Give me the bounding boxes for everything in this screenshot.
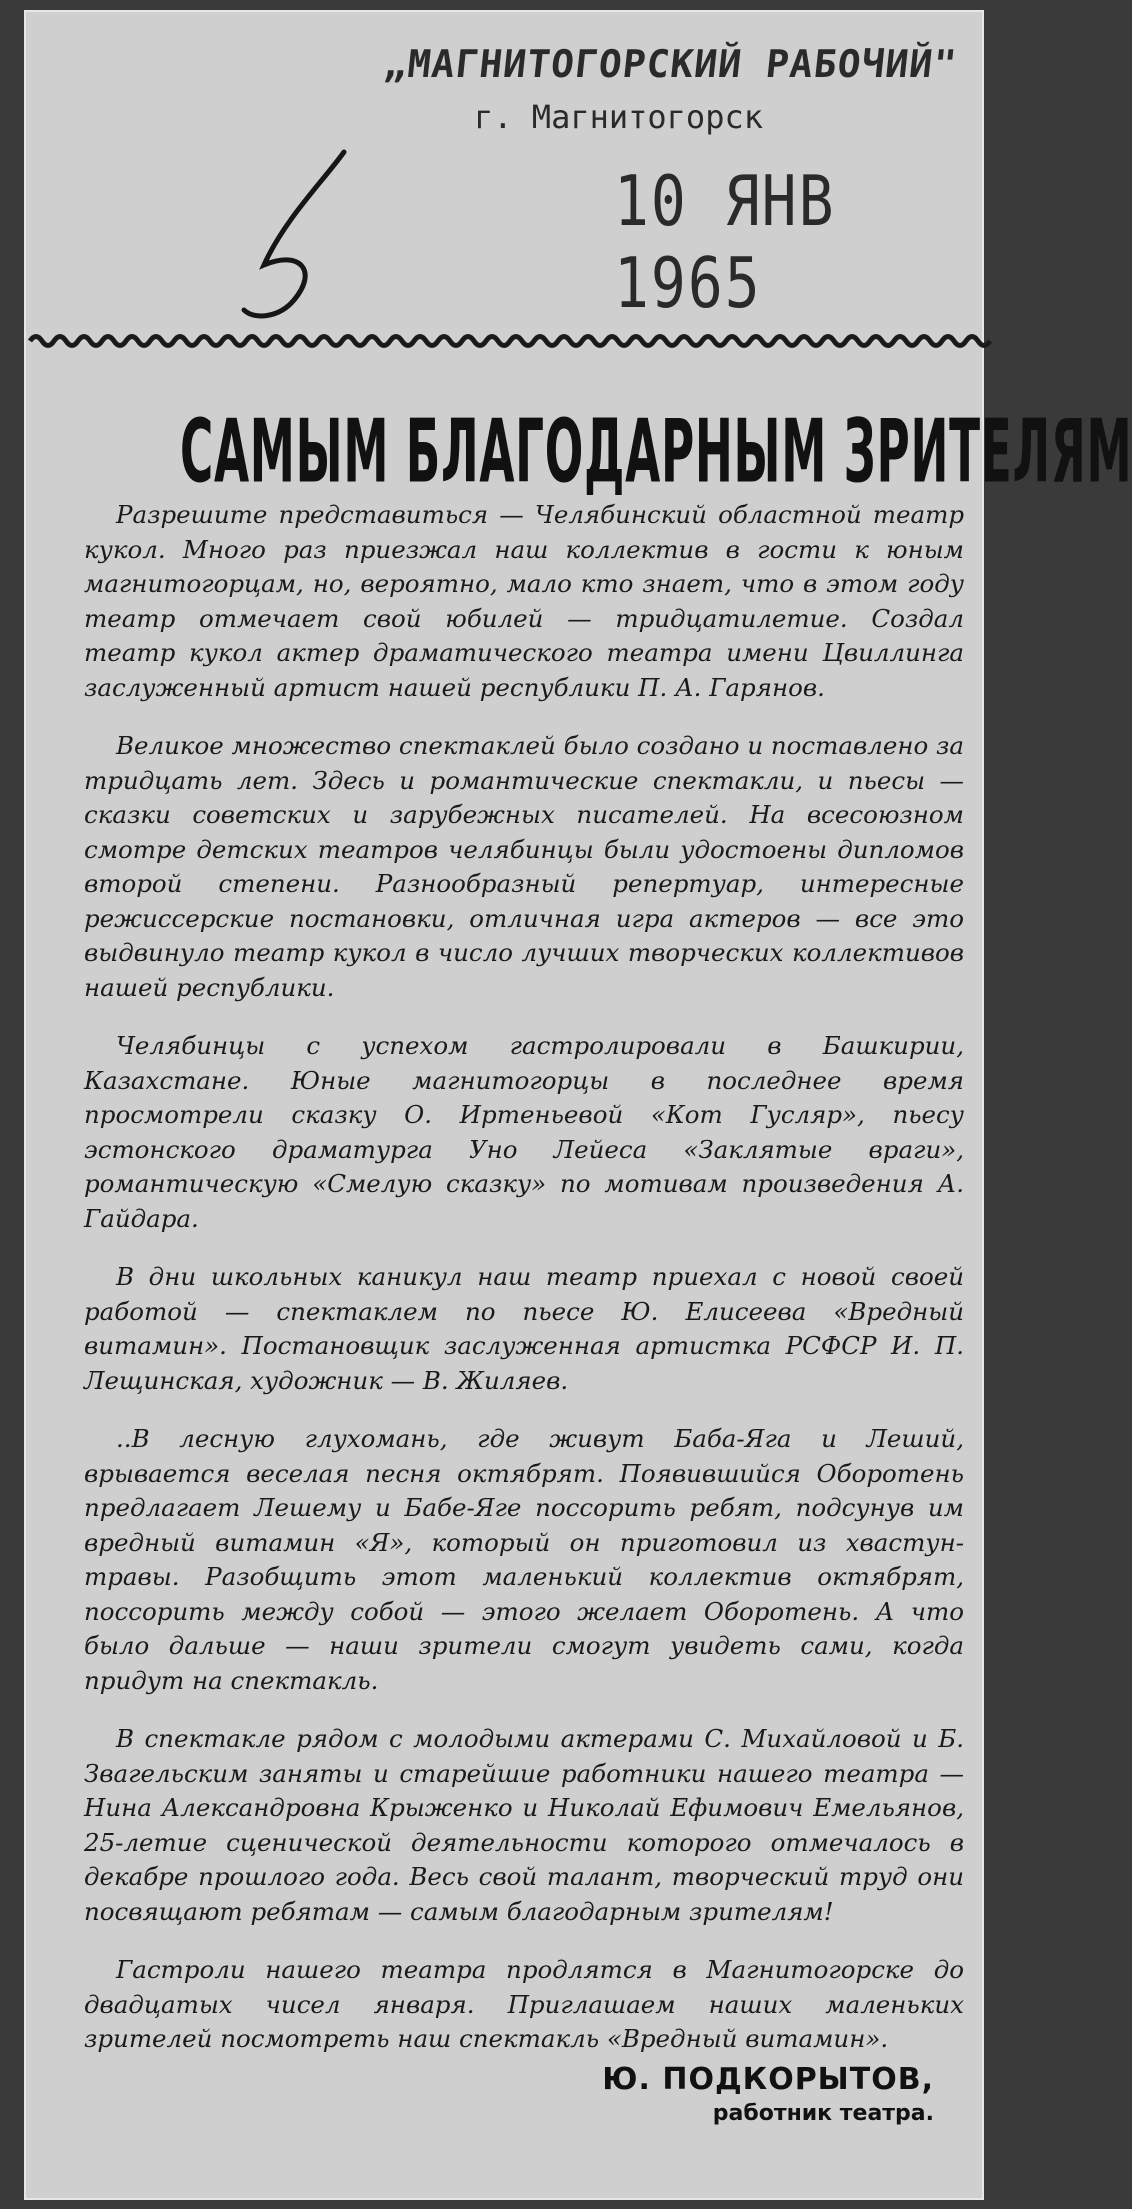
newspaper-clipping bbox=[24, 10, 1132, 2200]
wavy-divider bbox=[30, 330, 980, 352]
stamp-newspaper-name: „МАГНИТОГОРСКИЙ РАБОЧИЙ" bbox=[381, 42, 960, 86]
newspaper-stamp bbox=[381, 42, 964, 324]
article-paragraph: В спектакле рядом с молодыми актерами С. Михайловой и Б. Звагельским заняты и старейшие работники нашего театра — Нина Александровна Крыженко и Николай Ефимович Емельянов, 25-летие сценической деятельности которого отмечалось в декабре прошлого года. Весь свой талант, творческий труд они посвящают ребятам — самым благодарным зрителям! bbox=[84, 1724, 964, 1926]
stamp-date: 10 ЯНВ 1965 bbox=[614, 160, 836, 324]
article-paragraph: Гастроли нашего театра продлятся в Магнитогорске до двадцатых чисел января. Приглашаем наших маленьких зрителей посмотреть наш спектакль «Вредный витамин». bbox=[84, 1955, 964, 2053]
article-paragraph: Челябинцы с успехом гастролировали в Башкирии, Казахстане. Юные магнитогорцы в последнее время просмотрели сказку О. Иртеньевой «Кот Гусляр», пьесу эстонского драматурга Уно Лейеса «Заклятые враги», романтическую «Смелую сказку» по мотивам произведения А. Гайдара. bbox=[84, 1031, 964, 1233]
stamp-city: г. Магнитогорск bbox=[474, 98, 763, 136]
article-paragraph: Разрешите представиться — Челябинский областной театр кукол. Много раз приезжал наш коллектив в гости к юным магнитогорцам, но, вероятно, мало кто знает, что в этом году театр отмечает свой юбилей — тридцатилетие. Создал театр кукол актер драматического театра имени Цвиллинга заслуженный артист нашей республики П. А. Гарянов. bbox=[84, 500, 964, 702]
author-signature bbox=[544, 2062, 934, 2126]
handwritten-mark bbox=[224, 140, 364, 340]
article-paragraph: В дни школьных каникул наш театр приехал с новой своей работой — спектаклем по пьесе Ю. Елисеева «Вредный витамин». Постановщик заслуженная артистка РСФСР И. П. Лещинская, художник — В. Жиляев. bbox=[84, 1262, 964, 1395]
article-body bbox=[84, 498, 964, 2081]
article-paragraph: ..В лесную глухомань, где живут Баба-Яга и Леший, врывается веселая песня октябрят. Появившийся Оборотень предлагает Лешему и Бабе-Яге поссорить ребят, подсунув им вредный витамин «Я», который он приготовил из хвастун-травы. Разобщить этот маленький коллектив октябрят, поссорить между собой — этого желает Оборотень. А что было дальше — наши зрители смогут увидеть сами, когда придут на спектакль. bbox=[84, 1424, 964, 1695]
article-headline: САМЫМ БЛАГОДАРНЫМ ЗРИТЕЛЯМ bbox=[180, 400, 1132, 503]
author-name: Ю. ПОДКОРЫТОВ, bbox=[602, 2062, 934, 2097]
article-paragraph: Великое множество спектаклей было создано и поставлено за тридцать лет. Здесь и романтические спектакли, и пьесы — сказки советских и зарубежных писателей. На всесоюзном смотре детских театров челябинцы были удостоены дипломов второй степени. Разнообразный репертуар, интересные режиссерские постановки, отличная игра актеров — все это выдвинуло театр кукол в число лучших творческих коллективов нашей республики. bbox=[84, 731, 964, 1002]
author-role: работник театра. bbox=[712, 2101, 934, 2126]
